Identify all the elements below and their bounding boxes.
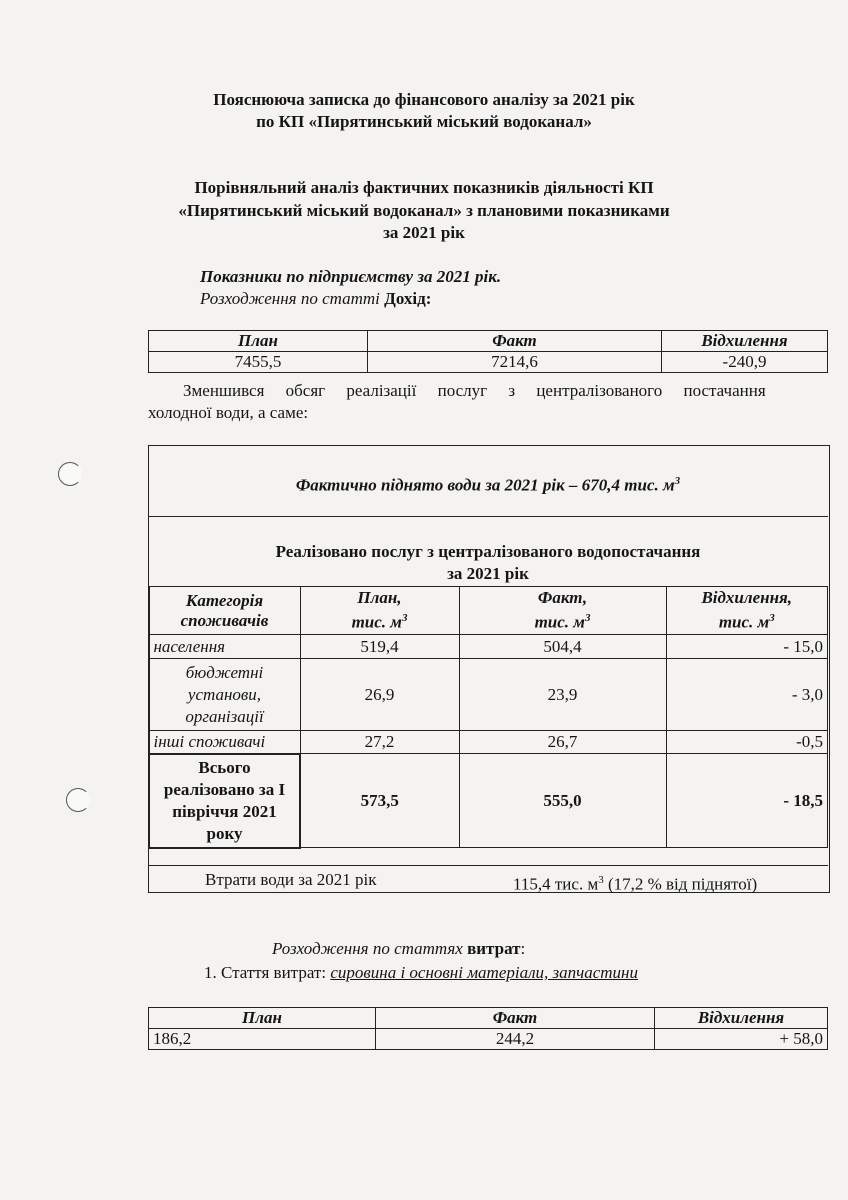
- row-category: бюджетні установи, організації: [149, 659, 300, 731]
- subtitle-line1: Порівняльний аналіз фактичних показників діяльності КП: [194, 178, 654, 197]
- water-col-fact-l2: тис. м: [534, 612, 585, 632]
- punch-hole-top: [58, 462, 82, 486]
- income-table: [148, 330, 828, 373]
- section1-line-prefix: Розходження по статті: [200, 289, 385, 308]
- table-row: [149, 731, 828, 754]
- section2-item-prefix: Стаття витрат:: [216, 963, 331, 982]
- section2-line-bold: витрат: [467, 939, 521, 958]
- section1-line: [200, 288, 431, 310]
- income-plan: 7455,5: [149, 352, 368, 373]
- subtitle-line2: «Пирятинський міський водоканал» з плановими показниками: [178, 201, 670, 220]
- water-sold-line1: Реалізовано послуг з централізованого водопостачання: [275, 542, 701, 561]
- paragraph1-line2: холодної води, а саме:: [148, 403, 309, 422]
- water-col-fact-sup: 3: [584, 612, 591, 625]
- total-deviation: - 18,5: [666, 754, 828, 848]
- water-col-plan-l2: тис. м: [351, 612, 402, 632]
- expense-plan: 186,2: [149, 1029, 376, 1050]
- water-col-category: [149, 587, 300, 635]
- income-table-row: [149, 352, 828, 373]
- section1-heading: [200, 266, 501, 288]
- water-col-category-l2: споживачів: [180, 610, 269, 630]
- section2-line: [272, 938, 525, 960]
- total-plan: 573,5: [300, 754, 459, 848]
- row-fact: 504,4: [459, 635, 666, 659]
- paragraph1-line1: Зменшився обсяг реалізації послуг з централізованого постачання: [183, 381, 766, 400]
- expense-header-fact: Факт: [376, 1008, 655, 1029]
- water-col-fact-l1: Факт,: [537, 588, 588, 608]
- row-category: населення: [149, 635, 300, 659]
- water-raised: [148, 470, 828, 497]
- water-losses-label: Втрати води за 2021 рік: [205, 870, 377, 889]
- water-col-deviation-l2: тис. м: [718, 612, 770, 632]
- row-plan: 27,2: [300, 731, 459, 754]
- table-row: [149, 659, 828, 731]
- income-table-header: [149, 331, 828, 352]
- row-fact: 26,7: [459, 731, 666, 754]
- water-sold-line2: за 2021 рік: [447, 564, 529, 583]
- income-deviation: -240,9: [662, 352, 828, 373]
- row-category: інші споживачі: [149, 731, 300, 754]
- income-header-plan: План: [149, 331, 368, 352]
- document-title-line2: по КП «Пирятинський міський водоканал»: [256, 112, 592, 131]
- water-sales-header: [149, 587, 828, 635]
- water-col-plan: [300, 587, 459, 635]
- expense-header-plan: План: [149, 1008, 376, 1029]
- income-header-deviation: Відхилення: [662, 331, 828, 352]
- income-header-fact: Факт: [368, 331, 662, 352]
- row-fact: 23,9: [459, 659, 666, 731]
- water-losses: [513, 869, 757, 896]
- income-fact: 7214,6: [368, 352, 662, 373]
- section1-heading-text: Показники по підприємству за 2021 рік.: [200, 267, 502, 286]
- section2-line-prefix: Розходження по статтях: [272, 939, 468, 958]
- section2-line-colon: :: [520, 939, 526, 958]
- water-sales-table: [148, 586, 828, 849]
- table-row: [149, 635, 828, 659]
- water-losses-sup: 3: [598, 874, 604, 886]
- row-plan: 519,4: [300, 635, 459, 659]
- row-deviation: - 3,0: [666, 659, 828, 731]
- water-col-plan-l1: План,: [357, 588, 402, 608]
- section2-item-underlined: сировина і основні матеріали, запчастини: [330, 963, 638, 982]
- row-plan: 26,9: [300, 659, 459, 731]
- expense-fact: 244,2: [376, 1029, 655, 1050]
- subtitle-line3: за 2021 рік: [383, 223, 465, 242]
- total-row: [149, 754, 828, 848]
- expense-deviation: + 58,0: [655, 1029, 828, 1050]
- water-divider-1: [148, 516, 828, 517]
- water-raised-text: Фактично піднято води за 2021 рік – 670,4 тис. м: [295, 475, 675, 495]
- total-fact: 555,0: [459, 754, 666, 848]
- water-col-deviation-sup: 3: [769, 612, 775, 625]
- water-divider-2: [148, 865, 828, 866]
- row-deviation: -0,5: [666, 731, 828, 754]
- total-category: Всього реалізовано за І півріччя 2021 року: [149, 754, 300, 848]
- water-col-deviation-l1: Відхилення,: [701, 588, 793, 608]
- document-title-line1: Пояснююча записка до фінансового аналізу за 2021 рік: [213, 90, 635, 109]
- row-deviation: - 15,0: [666, 635, 828, 659]
- water-col-deviation: [666, 587, 828, 635]
- water-losses-value: 115,4 тис. м: [513, 874, 599, 894]
- section1-line-bold: Дохід:: [384, 289, 432, 308]
- water-col-category-l1: Категорія: [185, 590, 264, 610]
- expense-table-row: [149, 1029, 828, 1050]
- water-losses-tail: (17,2 % від піднятої): [603, 874, 758, 894]
- expense-table: [148, 1007, 828, 1050]
- water-col-plan-sup: 3: [401, 612, 408, 625]
- water-col-fact: [459, 587, 666, 635]
- punch-hole-bottom: [66, 788, 90, 812]
- section2-item-num: 1.: [204, 963, 217, 982]
- section2-item: [204, 962, 638, 984]
- water-raised-sup: 3: [674, 475, 681, 487]
- expense-header-deviation: Відхилення: [655, 1008, 828, 1029]
- expense-table-header: [149, 1008, 828, 1029]
